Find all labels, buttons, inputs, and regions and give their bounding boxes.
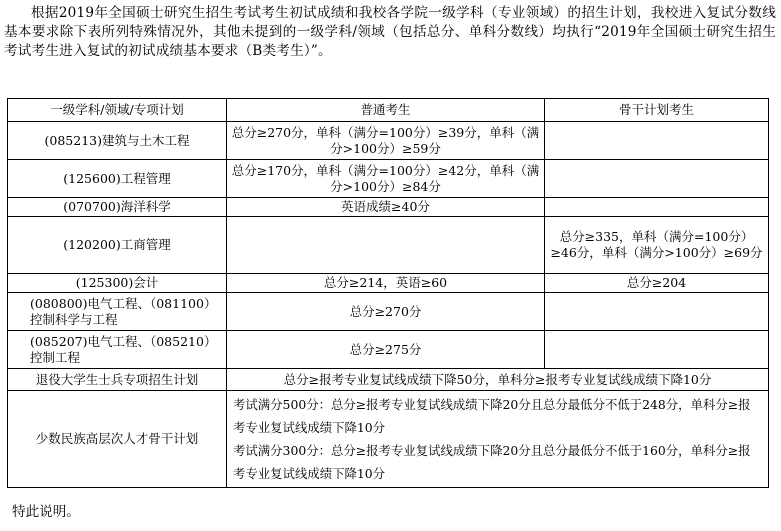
table-row bbox=[8, 198, 769, 217]
table-row bbox=[8, 217, 769, 274]
row-general: 总分≥270分，单科（满分=100分）≥39分，单科（满分>100分）≥59分 bbox=[227, 122, 545, 160]
header-subject: 一级学科/领域/专项计划 bbox=[8, 99, 227, 122]
row-general bbox=[227, 217, 545, 274]
table-row bbox=[8, 122, 769, 160]
row-backbone bbox=[545, 293, 769, 331]
table-header-row bbox=[8, 99, 769, 122]
row-general: 总分≥170分，单科（满分=100分）≥42分，单科（满分>100分）≥84分 bbox=[227, 160, 545, 198]
veteran-subject: 退役大学生士兵专项招生计划 bbox=[8, 369, 227, 391]
row-general: 总分≥214，英语≥60 bbox=[227, 274, 545, 293]
row-subject: (085207)电气工程、（085210）控制工程 bbox=[8, 331, 227, 369]
table-row bbox=[8, 160, 769, 198]
row-subject: (080800)电气工程、（081100）控制科学与工程 bbox=[8, 293, 227, 331]
row-backbone bbox=[545, 122, 769, 160]
table-row-veteran bbox=[8, 369, 769, 391]
minority-subject: 少数民族高层次人才骨干计划 bbox=[8, 391, 227, 488]
row-backbone bbox=[545, 331, 769, 369]
table-row bbox=[8, 331, 769, 369]
table-row bbox=[8, 274, 769, 293]
row-backbone: 总分≥335，单科（满分=100分）≥46分，单科（满分>100分）≥69分 bbox=[545, 217, 769, 274]
row-subject: (070700)海洋科学 bbox=[8, 198, 227, 217]
row-subject: (125600)工程管理 bbox=[8, 160, 227, 198]
row-general: 英语成绩≥40分 bbox=[227, 198, 545, 217]
row-backbone: 总分≥204 bbox=[545, 274, 769, 293]
requirements-table bbox=[7, 98, 769, 488]
row-backbone bbox=[545, 198, 769, 217]
minority-requirements bbox=[227, 391, 769, 488]
row-subject: (125300)会计 bbox=[8, 274, 227, 293]
row-general: 总分≥270分 bbox=[227, 293, 545, 331]
row-subject: (120200)工商管理 bbox=[8, 217, 227, 274]
table-row-minority bbox=[8, 391, 769, 488]
row-general: 总分≥275分 bbox=[227, 331, 545, 369]
minority-req-300: 考试满分300分：总分≥报考专业复试线成绩下降20分且总分最低分不低于160分，单科分≥报考专业复试线成绩下降10分 bbox=[233, 443, 751, 481]
header-backbone: 骨干计划考生 bbox=[545, 99, 769, 122]
veteran-requirement: 总分≥报考专业复试线成绩下降50分，单科分≥报考专业复试线成绩下降10分 bbox=[227, 369, 769, 391]
row-backbone bbox=[545, 160, 769, 198]
intro-paragraph: 根据2019年全国硕士研究生招生考试考生初试成绩和我校各学院一级学科（专业领域）的招生计划，我校进入复试分数线基本要求除下表所列特殊情况外，其他未提到的一级学科/领域（包括总分、单科分数线）均执行“2019年全国硕士研究生招生考试考生进入复试的初试成绩基本要求（B类考生）”。 bbox=[4, 5, 776, 59]
closing-note: 特此说明。 bbox=[12, 504, 80, 520]
row-subject: (085213)建筑与土木工程 bbox=[8, 122, 227, 160]
header-general: 普通考生 bbox=[227, 99, 545, 122]
minority-req-500: 考试满分500分：总分≥报考专业复试线成绩下降20分且总分最低分不低于248分，单科分≥报考专业复试线成绩下降10分 bbox=[233, 397, 751, 435]
table-row bbox=[8, 293, 769, 331]
